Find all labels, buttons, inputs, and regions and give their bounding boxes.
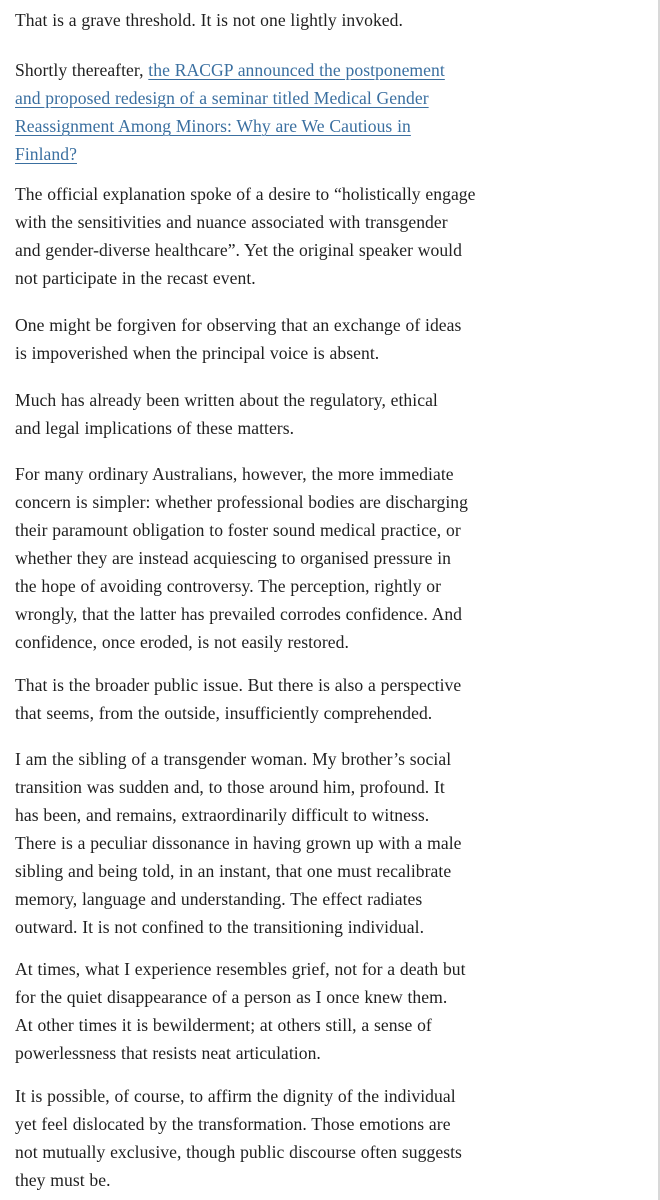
paragraph-7 xyxy=(15,671,655,727)
racgp-seminar-link[interactable]: Reassignment Among Minors: Why are We Cautious in xyxy=(15,116,411,136)
paragraph-line: That is the broader public issue. But there is also a perspective xyxy=(15,675,462,695)
paragraph-line: and gender-diverse healthcare”. Yet the original speaker would xyxy=(15,240,462,260)
paragraph-line: confidence, once eroded, is not easily restored. xyxy=(15,632,349,652)
paragraph-line: One might be forgiven for observing that an exchange of ideas xyxy=(15,315,462,335)
paragraph-line: It is possible, of course, to affirm the dignity of the individual xyxy=(15,1086,456,1106)
paragraph-line: has been, and remains, extraordinarily difficult to witness. xyxy=(15,805,430,825)
paragraph-line: There is a peculiar dissonance in having grown up with a male xyxy=(15,833,462,853)
paragraph-8 xyxy=(15,745,655,941)
paragraph-line: they must be. xyxy=(15,1170,111,1190)
paragraph-line xyxy=(15,56,655,84)
paragraph-line: yet feel dislocated by the transformation. Those emotions are xyxy=(15,1114,451,1134)
paragraph-line: and legal implications of these matters. xyxy=(15,418,295,438)
paragraph-5 xyxy=(15,386,655,442)
paragraph-line: powerlessness that resists neat articulation. xyxy=(15,1043,321,1063)
paragraph-line: not participate in the recast event. xyxy=(15,268,256,288)
racgp-seminar-link[interactable]: Finland? xyxy=(15,144,77,164)
paragraph-line: not mutually exclusive, though public discourse often suggests xyxy=(15,1142,462,1162)
paragraph-line: wrongly, that the latter has prevailed corrodes confidence. And xyxy=(15,604,463,624)
paragraph-line xyxy=(15,84,655,112)
paragraph-4 xyxy=(15,311,655,367)
paragraph-line: is impoverished when the principal voice is absent. xyxy=(15,343,380,363)
paragraph-9 xyxy=(15,955,655,1067)
paragraph-line: sibling and being told, in an instant, that one must recalibrate xyxy=(15,861,452,881)
paragraph-line: At times, what I experience resembles grief, not for a death but xyxy=(15,959,466,979)
paragraph-line: I am the sibling of a transgender woman. My brother’s social xyxy=(15,749,452,769)
paragraph-2 xyxy=(15,56,655,168)
paragraph-line: their paramount obligation to foster sound medical practice, or xyxy=(15,520,461,540)
paragraph-line: for the quiet disappearance of a person as I once knew them. xyxy=(15,987,448,1007)
paragraph-line: For many ordinary Australians, however, the more immediate xyxy=(15,464,454,484)
paragraph-line: Much has already been written about the regulatory, ethical xyxy=(15,390,438,410)
paragraph-line: the hope of avoiding controversy. The perception, rightly or xyxy=(15,576,442,596)
paragraph-10 xyxy=(15,1082,655,1194)
paragraph-lead-text: Shortly thereafter, xyxy=(15,60,149,80)
paragraph-line: with the sensitivities and nuance associated with transgender xyxy=(15,212,448,232)
paragraph-1 xyxy=(15,6,655,34)
paragraph-6 xyxy=(15,460,655,656)
paragraph-line: The official explanation spoke of a desire to “holistically engage xyxy=(15,184,476,204)
paragraph-line: At other times it is bewilderment; at others still, a sense of xyxy=(15,1015,432,1035)
paragraph-line xyxy=(15,112,655,140)
paragraph-line xyxy=(15,140,655,168)
paragraph-line: concern is simpler: whether professional bodies are discharging xyxy=(15,492,468,512)
paragraph-line: memory, language and understanding. The effect radiates xyxy=(15,889,423,909)
paragraph-line: that seems, from the outside, insufficiently comprehended. xyxy=(15,703,433,723)
paragraph-line: whether they are instead acquiescing to organised pressure in xyxy=(15,548,452,568)
paragraph-3 xyxy=(15,180,655,292)
paragraph-line: transition was sudden and, to those around him, profound. It xyxy=(15,777,445,797)
paragraph-line: outward. It is not confined to the transitioning individual. xyxy=(15,917,425,937)
paragraph-line: That is a grave threshold. It is not one lightly invoked. xyxy=(15,10,403,30)
racgp-seminar-link[interactable]: and proposed redesign of a seminar titled Medical Gender xyxy=(15,88,429,108)
racgp-seminar-link[interactable]: the RACGP announced the postponement xyxy=(148,60,445,80)
